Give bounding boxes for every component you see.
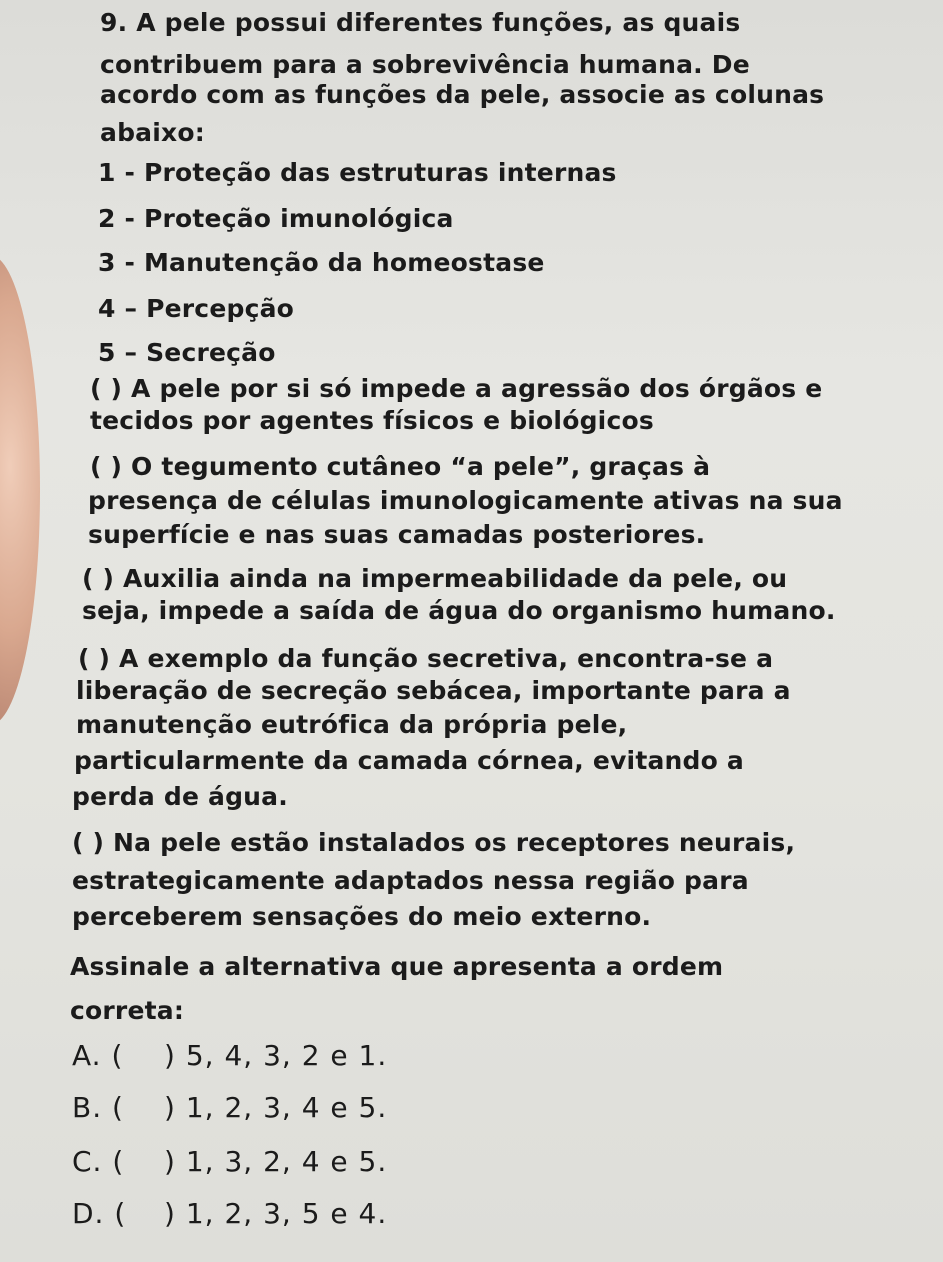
alternative-c-close: ) xyxy=(164,1145,176,1178)
instruction-line-2: correta: xyxy=(70,996,185,1025)
alternative-d-letter: D. ( xyxy=(72,1197,127,1230)
alternative-d[interactable] xyxy=(72,1198,387,1230)
statement-1-line-2: tecidos por agentes físicos e biológicos xyxy=(90,406,654,435)
statement-3-line-2: seja, impede a saída de água do organismo humano. xyxy=(82,596,836,625)
statement-2-line-1: ( ) O tegumento cutâneo “a pele”, graças à xyxy=(90,452,711,481)
statement-5-line-3: perceberem sensações do meio externo. xyxy=(72,902,652,931)
alternative-d-text: 1, 2, 3, 5 e 4. xyxy=(185,1197,388,1230)
instruction-line-1: Assinale a alternativa que apresenta a ordem xyxy=(70,952,724,981)
column1-item-1: 1 - Proteção das estruturas internas xyxy=(98,158,617,187)
alternative-d-close: ) xyxy=(164,1197,176,1230)
statement-4-line-5: perda de água. xyxy=(72,782,288,811)
alternative-b-close: ) xyxy=(164,1091,176,1124)
alternative-b[interactable] xyxy=(72,1092,387,1124)
alternative-c-letter: C. ( xyxy=(72,1145,125,1178)
alternative-c[interactable] xyxy=(72,1146,387,1178)
statement-4-line-4: particularmente da camada córnea, evitando a xyxy=(74,746,744,775)
column1-item-4: 4 – Percepção xyxy=(98,294,295,323)
statement-5-line-2: estrategicamente adaptados nessa região para xyxy=(72,866,749,895)
statement-4-line-3: manutenção eutrófica da própria pele, xyxy=(76,710,628,739)
stem-line-4: abaixo: xyxy=(100,118,205,147)
alternative-a-text: 5, 4, 3, 2 e 1. xyxy=(185,1039,388,1072)
stem-line-1: 9. A pele possui diferentes funções, as quais xyxy=(100,8,741,37)
statement-2-line-3: superfície e nas suas camadas posteriores. xyxy=(88,520,706,549)
alternative-b-letter: B. ( xyxy=(72,1091,124,1124)
alternative-a-close: ) xyxy=(164,1039,176,1072)
statement-1-line-1: ( ) A pele por si só impede a agressão dos órgãos e xyxy=(90,374,823,403)
column1-item-3: 3 - Manutenção da homeostase xyxy=(98,248,545,277)
alternative-b-text: 1, 2, 3, 4 e 5. xyxy=(185,1091,388,1124)
alternative-a[interactable] xyxy=(72,1040,387,1072)
stem-line-2: contribuem para a sobrevivência humana. De xyxy=(100,50,750,79)
stem-line-3: acordo com as funções da pele, associe as colunas xyxy=(100,80,825,109)
statement-4-line-2: liberação de secreção sebácea, importante para a xyxy=(76,676,791,705)
column1-item-2: 2 - Proteção imunológica xyxy=(98,204,454,233)
statement-5-line-1: ( ) Na pele estão instalados os receptores neurais, xyxy=(72,828,796,857)
alternative-c-text: 1, 3, 2, 4 e 5. xyxy=(185,1145,388,1178)
column1-item-5: 5 – Secreção xyxy=(98,338,276,367)
statement-4-line-1: ( ) A exemplo da função secretiva, encontra-se a xyxy=(78,644,774,673)
statement-2-line-2: presença de células imunologicamente ativas na sua xyxy=(88,486,843,515)
alternative-a-letter: A. ( xyxy=(72,1039,124,1072)
statement-3-line-1: ( ) Auxilia ainda na impermeabilidade da pele, ou xyxy=(82,564,788,593)
